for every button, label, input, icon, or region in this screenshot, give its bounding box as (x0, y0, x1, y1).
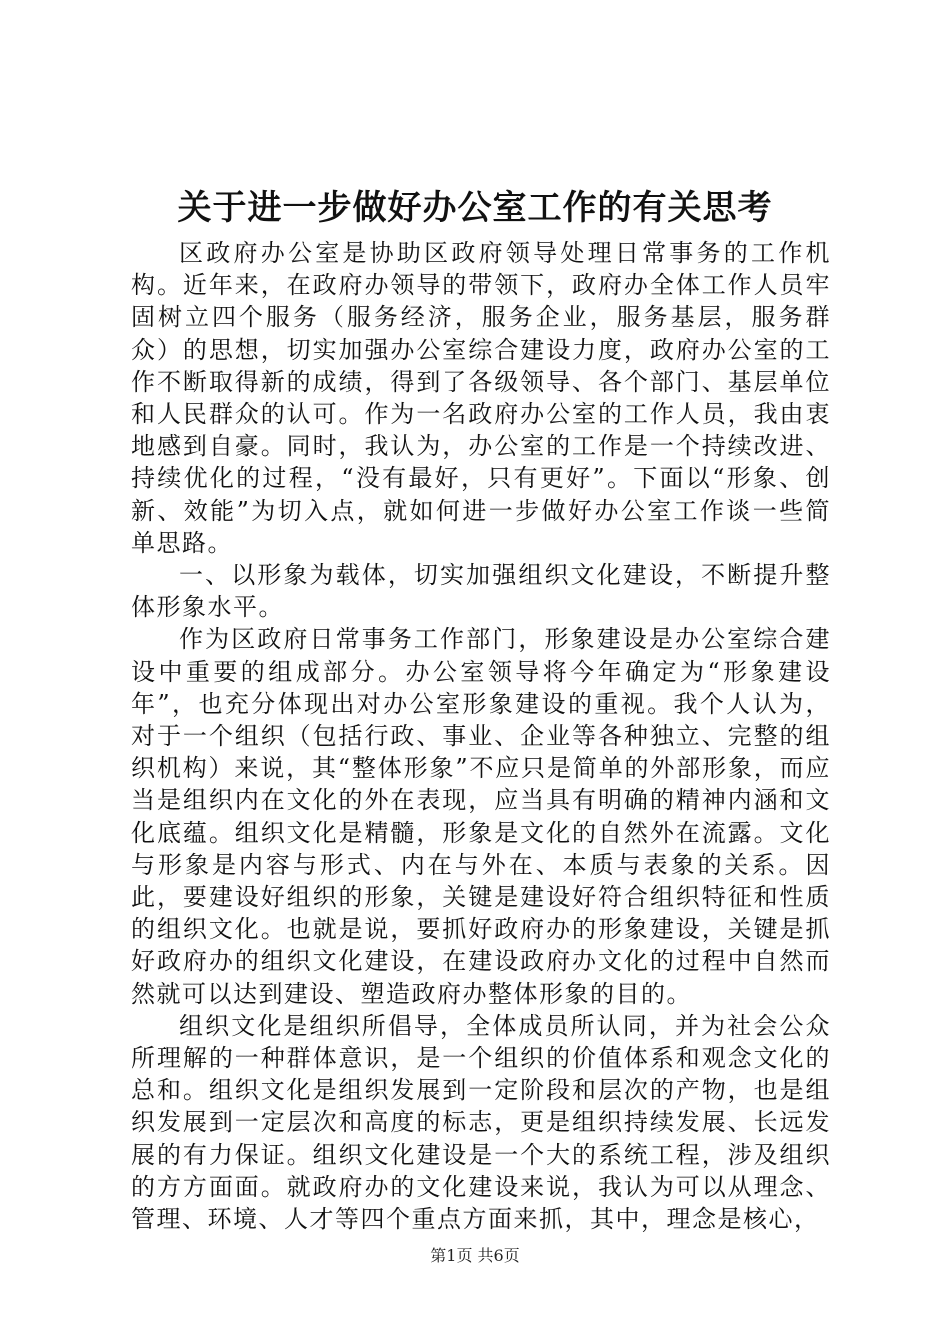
page-footer: 第1页 共6页 (430, 1246, 520, 1265)
document-title: 关于进一步做好办公室工作的有关思考 (177, 188, 773, 228)
paragraph-section-heading: 一、以形象为载体，切实加强组织文化建设，不断提升整体形象水平。 (131, 561, 831, 622)
paragraph-organizational-culture: 组织文化是组织所倡导，全体成员所认同，并为社会公众所理解的一种群体意识，是一个组织的价值体系和观念文化的总和。组织文化是组织发展到一定阶段和层次的产物，也是组织发展到一定层次和高度的标志，更是组织持续发展、长远发展的有力保证。组织文化建设是一个大的系统工程，涉及组织的方方面面。就政府办的文化建设来说，我认为可以从理念、管理、环境、人才等四个重点方面来抓，其中，理念是核心， (131, 1011, 831, 1234)
paragraph-intro: 区政府办公室是协助区政府领导处理日常事务的工作机构。近年来，在政府办领导的带领下，政府办全体工作人员牢固树立四个服务（服务经济，服务企业，服务基层，服务群众）的思想，切实加强办公室综合建设力度，政府办公室的工作不断取得新的成绩，得到了各级领导、各个部门、基层单位和人民群众的认可。作为一名政府办公室的工作人员，我由衷地感到自豪。同时，我认为，办公室的工作是一个持续改进、持续优化的过程，“没有最好，只有更好”。下面以“形象、创新、效能”为切入点，就如何进一步做好办公室工作谈一些简单思路。 (131, 239, 831, 557)
paragraph-image-building: 作为区政府日常事务工作部门，形象建设是办公室综合建设中重要的组成部分。办公室领导将今年确定为“形象建设年”，也充分体现出对办公室形象建设的重视。我个人认为，对于一个组织（包括行政、事业、企业等各种独立、完整的组织机构）来说，其“整体形象”不应只是简单的外部形象，而应当是组织内在文化的外在表现，应当具有明确的精神内涵和文化底蕴。组织文化是精髓，形象是文化的自然外在流露。文化与形象是内容与形式、内在与外在、本质与表象的关系。因此，要建设好组织的形象，关键是建设好符合组织特征和性质的组织文化。也就是说，要抓好政府办的形象建设，关键是抓好政府办的组织文化建设，在建设政府办文化的过程中自然而然就可以达到建设、塑造政府办整体形象的目的。 (131, 625, 831, 1008)
document-body (131, 237, 831, 1235)
